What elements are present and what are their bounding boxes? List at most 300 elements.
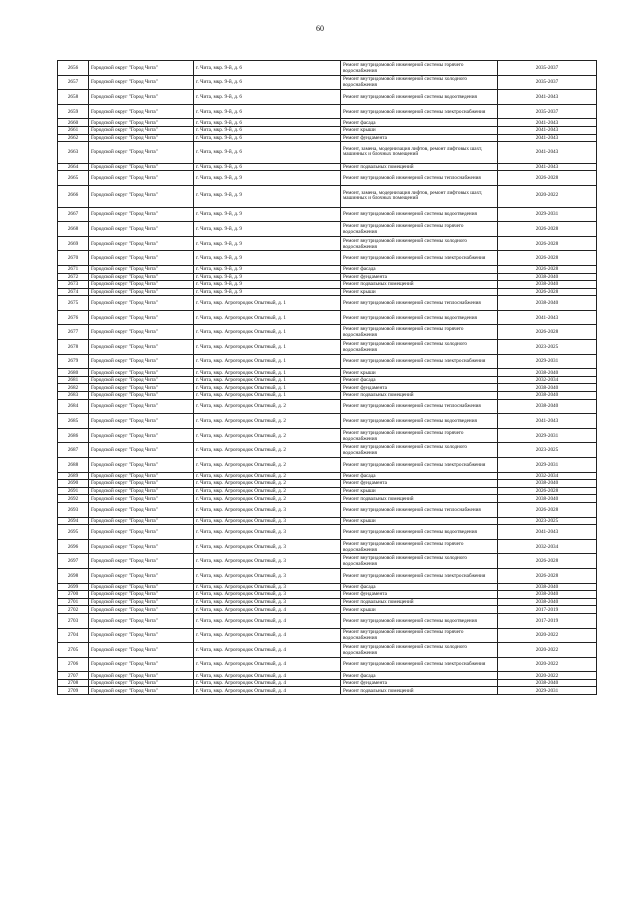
address-cell: г. Чита, мкр. Агрогородок Опытный, д. 3 [194,539,341,554]
period-cell: 2017-2019 [498,613,597,628]
work-type-cell: Ремонт фундамента [341,134,498,142]
row-number-cell: 2658 [58,90,89,105]
work-type-cell: Ремонт внутридомовой инженерной системы водоотведения [341,90,498,105]
table-row [58,472,597,480]
municipality-cell: Городской округ "Город Чита" [89,458,194,473]
address-cell: г. Чита, мкр. Агрогородок Опытный, д. 1 [194,384,341,392]
work-type-cell: Ремонт внутридомовой инженерной системы холодного водоснабжения [341,236,498,251]
work-type-cell: Ремонт фундамента [341,591,498,599]
row-number-cell: 2674 [58,288,89,296]
municipality-cell: Городской округ "Город Чита" [89,251,194,266]
table-row [58,591,597,599]
work-type-cell: Ремонт фасада [341,265,498,273]
municipality-cell: Городской округ "Город Чита" [89,502,194,517]
table-row [58,628,597,643]
municipality-cell: Городской округ "Город Чита" [89,104,194,119]
row-number-cell: 2673 [58,281,89,289]
municipality-cell: Городской округ "Город Чита" [89,583,194,591]
table-row [58,598,597,606]
table-row [58,554,597,569]
work-type-cell: Ремонт внутридомовой инженерной системы водоотведения [341,414,498,429]
row-number-cell: 2709 [58,687,89,695]
address-cell: г. Чита, мкр. Агрогородок Опытный, д. 2 [194,428,341,443]
work-type-cell: Ремонт фундамента [341,679,498,687]
address-cell: г. Чита, мкр. Агрогородок Опытный, д. 4 [194,606,341,614]
address-cell: г. Чита, мкр. Агрогородок Опытный, д. 2 [194,458,341,473]
municipality-cell: Городской округ "Город Чита" [89,628,194,643]
municipality-cell: Городской округ "Город Чита" [89,376,194,384]
municipality-cell: Городской округ "Город Чита" [89,171,194,186]
table-row [58,376,597,384]
row-number-cell: 2690 [58,480,89,488]
table-row [58,273,597,281]
register-table [57,60,597,695]
table-row [58,354,597,369]
table-row [58,392,597,400]
period-cell: 2026-2028 [498,288,597,296]
row-number-cell: 2697 [58,554,89,569]
period-cell: 2035-2037 [498,61,597,76]
row-number-cell: 2692 [58,495,89,503]
table-row [58,134,597,142]
municipality-cell: Городской округ "Город Чита" [89,281,194,289]
municipality-cell: Городской округ "Город Чита" [89,273,194,281]
address-cell: г. Чита, мкр. 9-й, д. 6 [194,104,341,119]
municipality-cell: Городской округ "Город Чита" [89,126,194,134]
table-row [58,61,597,76]
work-type-cell: Ремонт внутридомовой инженерной системы горячего водоснабжения [341,628,498,643]
work-type-cell: Ремонт внутридомовой инженерной системы электроснабжения [341,458,498,473]
address-cell: г. Чита, мкр. Агрогородок Опытный, д. 3 [194,517,341,525]
address-cell: г. Чита, мкр. 9-й, д. 9 [194,185,341,207]
work-type-cell: Ремонт фасада [341,583,498,591]
row-number-cell: 2659 [58,104,89,119]
address-cell: г. Чита, мкр. Агрогородок Опытный, д. 1 [194,325,341,340]
row-number-cell: 2668 [58,222,89,237]
row-number-cell: 2703 [58,613,89,628]
work-type-cell: Ремонт внутридомовой инженерной системы горячего водоснабжения [341,61,498,76]
address-cell: г. Чита, мкр. Агрогородок Опытный, д. 1 [194,340,341,355]
municipality-cell: Городской округ "Город Чита" [89,134,194,142]
row-number-cell: 2686 [58,428,89,443]
address-cell: г. Чита, мкр. 9-й, д. 9 [194,281,341,289]
table-row [58,325,597,340]
period-cell: 2017-2019 [498,606,597,614]
work-type-cell: Ремонт внутридомовой инженерной системы электроснабжения [341,354,498,369]
work-type-cell: Ремонт фасада [341,119,498,127]
address-cell: г. Чита, мкр. Агрогородок Опытный, д. 4 [194,613,341,628]
row-number-cell: 2705 [58,643,89,658]
period-cell: 2038-2040 [498,399,597,414]
work-type-cell: Ремонт внутридомовой инженерной системы электроснабжения [341,657,498,672]
period-cell: 2020-2022 [498,657,597,672]
municipality-cell: Городской округ "Город Чита" [89,340,194,355]
row-number-cell: 2702 [58,606,89,614]
municipality-cell: Городской округ "Город Чита" [89,480,194,488]
municipality-cell: Городской округ "Город Чита" [89,598,194,606]
table-row [58,495,597,503]
table-row [58,369,597,377]
municipality-cell: Городской округ "Город Чита" [89,517,194,525]
row-number-cell: 2679 [58,354,89,369]
row-number-cell: 2683 [58,392,89,400]
work-type-cell: Ремонт фундамента [341,273,498,281]
period-cell: 2026-2028 [498,236,597,251]
row-number-cell: 2704 [58,628,89,643]
period-cell: 2038-2040 [498,679,597,687]
municipality-cell: Городской округ "Город Чита" [89,185,194,207]
work-type-cell: Ремонт подвальных помещений [341,163,498,171]
municipality-cell: Городской округ "Город Чита" [89,222,194,237]
work-type-cell: Ремонт подвальных помещений [341,392,498,400]
row-number-cell: 2661 [58,126,89,134]
period-cell: 2026-2028 [498,265,597,273]
municipality-cell: Городской округ "Город Чита" [89,657,194,672]
table-row [58,236,597,251]
work-type-cell: Ремонт фасада [341,472,498,480]
row-number-cell: 2688 [58,458,89,473]
row-number-cell: 2675 [58,296,89,311]
work-type-cell: Ремонт внутридомовой инженерной системы водоотведения [341,525,498,540]
period-cell: 2041-2043 [498,414,597,429]
address-cell: г. Чита, мкр. Агрогородок Опытный, д. 2 [194,480,341,488]
row-number-cell: 2693 [58,502,89,517]
row-number-cell: 2707 [58,672,89,680]
table-row [58,687,597,695]
address-cell: г. Чита, мкр. Агрогородок Опытный, д. 1 [194,296,341,311]
work-type-cell: Ремонт, замена, модернизация лифтов, ремонт лифтовых шахт, машинных и блочных помещений [341,185,498,207]
municipality-cell: Городской округ "Город Чита" [89,687,194,695]
address-cell: г. Чита, мкр. 9-й, д. 9 [194,288,341,296]
row-number-cell: 2663 [58,142,89,164]
address-cell: г. Чита, мкр. Агрогородок Опытный, д. 1 [194,310,341,325]
period-cell: 2029-2031 [498,354,597,369]
municipality-cell: Городской округ "Город Чита" [89,265,194,273]
work-type-cell: Ремонт внутридомовой инженерной системы водоотведения [341,310,498,325]
period-cell: 2020-2022 [498,643,597,658]
address-cell: г. Чита, мкр. Агрогородок Опытный, д. 3 [194,502,341,517]
municipality-cell: Городской округ "Город Чита" [89,325,194,340]
municipality-cell: Городской округ "Город Чита" [89,443,194,458]
period-cell: 2038-2040 [498,495,597,503]
municipality-cell: Городской округ "Город Чита" [89,354,194,369]
municipality-cell: Городской округ "Город Чита" [89,399,194,414]
address-cell: г. Чита, мкр. Агрогородок Опытный, д. 3 [194,591,341,599]
table-row [58,487,597,495]
table-row [58,207,597,222]
period-cell: 2026-2028 [498,554,597,569]
municipality-cell: Городской округ "Город Чита" [89,61,194,76]
address-cell: г. Чита, мкр. 9-й, д. 9 [194,265,341,273]
municipality-cell: Городской округ "Город Чита" [89,472,194,480]
municipality-cell: Городской округ "Город Чита" [89,369,194,377]
work-type-cell: Ремонт внутридомовой инженерной системы электроснабжения [341,568,498,583]
municipality-cell: Городской округ "Город Чита" [89,613,194,628]
work-type-cell: Ремонт внутридомовой инженерной системы теплоснабжения [341,296,498,311]
row-number-cell: 2676 [58,310,89,325]
address-cell: г. Чита, мкр. 9-й, д. 9 [194,273,341,281]
municipality-cell: Городской округ "Город Чита" [89,90,194,105]
work-type-cell: Ремонт внутридомовой инженерной системы электроснабжения [341,251,498,266]
period-cell: 2026-2028 [498,251,597,266]
work-type-cell: Ремонт внутридомовой инженерной системы холодного водоснабжения [341,643,498,658]
row-number-cell: 2657 [58,75,89,90]
period-cell: 2029-2031 [498,687,597,695]
work-type-cell: Ремонт подвальных помещений [341,687,498,695]
municipality-cell: Городской округ "Город Чита" [89,606,194,614]
address-cell: г. Чита, мкр. 9-й, д. 6 [194,134,341,142]
table-row [58,583,597,591]
period-cell: 2035-2037 [498,104,597,119]
work-type-cell: Ремонт подвальных помещений [341,281,498,289]
address-cell: г. Чита, мкр. 9-й, д. 6 [194,75,341,90]
work-type-cell: Ремонт крыши [341,126,498,134]
row-number-cell: 2671 [58,265,89,273]
row-number-cell: 2687 [58,443,89,458]
row-number-cell: 2681 [58,376,89,384]
address-cell: г. Чита, мкр. Агрогородок Опытный, д. 2 [194,414,341,429]
municipality-cell: Городской округ "Город Чита" [89,236,194,251]
table-row [58,340,597,355]
work-type-cell: Ремонт подвальных помещений [341,495,498,503]
row-number-cell: 2666 [58,185,89,207]
period-cell: 2026-2028 [498,568,597,583]
work-type-cell: Ремонт фасада [341,376,498,384]
municipality-cell: Городской округ "Город Чита" [89,75,194,90]
period-cell: 2032-2034 [498,376,597,384]
municipality-cell: Городской округ "Город Чита" [89,679,194,687]
municipality-cell: Городской округ "Город Чита" [89,414,194,429]
period-cell: 2038-2040 [498,591,597,599]
work-type-cell: Ремонт крыши [341,606,498,614]
work-type-cell: Ремонт крыши [341,369,498,377]
period-cell: 2041-2043 [498,163,597,171]
municipality-cell: Городской округ "Город Чита" [89,142,194,164]
table-row [58,613,597,628]
row-number-cell: 2695 [58,525,89,540]
table-row [58,90,597,105]
period-cell: 2020-2022 [498,672,597,680]
period-cell: 2029-2031 [498,428,597,443]
municipality-cell: Городской округ "Город Чита" [89,428,194,443]
address-cell: г. Чита, мкр. Агрогородок Опытный, д. 1 [194,376,341,384]
work-type-cell: Ремонт внутридомовой инженерной системы водоотведения [341,613,498,628]
address-cell: г. Чита, мкр. Агрогородок Опытный, д. 4 [194,672,341,680]
table-row [58,265,597,273]
address-cell: г. Чита, мкр. Агрогородок Опытный, д. 3 [194,554,341,569]
table-row [58,480,597,488]
period-cell: 2026-2028 [498,325,597,340]
row-number-cell: 2667 [58,207,89,222]
row-number-cell: 2680 [58,369,89,377]
work-type-cell: Ремонт крыши [341,517,498,525]
table-row [58,171,597,186]
address-cell: г. Чита, мкр. 9-й, д. 6 [194,90,341,105]
table-row [58,606,597,614]
work-type-cell: Ремонт внутридомовой инженерной системы теплоснабжения [341,502,498,517]
row-number-cell: 2701 [58,598,89,606]
address-cell: г. Чита, мкр. Агрогородок Опытный, д. 1 [194,392,341,400]
municipality-cell: Городской округ "Город Чита" [89,568,194,583]
municipality-cell: Городской округ "Город Чита" [89,525,194,540]
period-cell: 2038-2040 [498,480,597,488]
work-type-cell: Ремонт фундамента [341,480,498,488]
table-row [58,428,597,443]
row-number-cell: 2669 [58,236,89,251]
work-type-cell: Ремонт внутридомовой инженерной системы горячего водоснабжения [341,325,498,340]
row-number-cell: 2684 [58,399,89,414]
work-type-cell: Ремонт внутридомовой инженерной системы теплоснабжения [341,171,498,186]
period-cell: 2023-2025 [498,517,597,525]
work-type-cell: Ремонт крыши [341,487,498,495]
table-row [58,502,597,517]
work-type-cell: Ремонт внутридомовой инженерной системы горячего водоснабжения [341,539,498,554]
table-row [58,222,597,237]
address-cell: г. Чита, мкр. 9-й, д. 9 [194,171,341,186]
period-cell: 2026-2028 [498,171,597,186]
period-cell: 2038-2040 [498,384,597,392]
period-cell: 2038-2040 [498,369,597,377]
address-cell: г. Чита, мкр. 9-й, д. 9 [194,207,341,222]
row-number-cell: 2694 [58,517,89,525]
period-cell: 2038-2040 [498,273,597,281]
work-type-cell: Ремонт внутридомовой инженерной системы водоотведения [341,207,498,222]
address-cell: г. Чита, мкр. Агрогородок Опытный, д. 3 [194,525,341,540]
address-cell: г. Чита, мкр. Агрогородок Опытный, д. 2 [194,443,341,458]
row-number-cell: 2708 [58,679,89,687]
table-row [58,657,597,672]
work-type-cell: Ремонт внутридомовой инженерной системы холодного водоснабжения [341,443,498,458]
municipality-cell: Городской округ "Город Чита" [89,207,194,222]
address-cell: г. Чита, мкр. Агрогородок Опытный, д. 3 [194,568,341,583]
period-cell: 2029-2031 [498,458,597,473]
period-cell: 2026-2028 [498,487,597,495]
work-type-cell: Ремонт, замена, модернизация лифтов, ремонт лифтовых шахт, машинных и блочных помещений [341,142,498,164]
table-row [58,525,597,540]
municipality-cell: Городской округ "Город Чита" [89,310,194,325]
table-row [58,310,597,325]
municipality-cell: Городской округ "Город Чита" [89,643,194,658]
row-number-cell: 2678 [58,340,89,355]
period-cell: 2026-2028 [498,502,597,517]
address-cell: г. Чита, мкр. 9-й, д. 6 [194,119,341,127]
table-row [58,399,597,414]
address-cell: г. Чита, мкр. 9-й, д. 9 [194,251,341,266]
municipality-cell: Городской округ "Город Чита" [89,288,194,296]
address-cell: г. Чита, мкр. 9-й, д. 9 [194,236,341,251]
address-cell: г. Чита, мкр. 9-й, д. 6 [194,142,341,164]
address-cell: г. Чита, мкр. Агрогородок Опытный, д. 4 [194,679,341,687]
address-cell: г. Чита, мкр. Агрогородок Опытный, д. 2 [194,495,341,503]
row-number-cell: 2682 [58,384,89,392]
period-cell: 2041-2043 [498,310,597,325]
row-number-cell: 2700 [58,591,89,599]
row-number-cell: 2660 [58,119,89,127]
row-number-cell: 2662 [58,134,89,142]
address-cell: г. Чита, мкр. Агрогородок Опытный, д. 4 [194,643,341,658]
work-type-cell: Ремонт фундамента [341,384,498,392]
period-cell: 2032-2034 [498,539,597,554]
address-cell: г. Чита, мкр. 9-й, д. 9 [194,222,341,237]
period-cell: 2038-2040 [498,296,597,311]
address-cell: г. Чита, мкр. 9-й, д. 6 [194,61,341,76]
address-cell: г. Чита, мкр. Агрогородок Опытный, д. 2 [194,472,341,480]
work-type-cell: Ремонт внутридомовой инженерной системы электроснабжения [341,104,498,119]
row-number-cell: 2670 [58,251,89,266]
municipality-cell: Городской округ "Город Чита" [89,392,194,400]
row-number-cell: 2691 [58,487,89,495]
period-cell: 2038-2040 [498,281,597,289]
municipality-cell: Городской округ "Город Чита" [89,672,194,680]
address-cell: г. Чита, мкр. Агрогородок Опытный, д. 3 [194,583,341,591]
page-number: 60 [316,24,324,33]
period-cell: 2041-2043 [498,119,597,127]
row-number-cell: 2696 [58,539,89,554]
work-type-cell: Ремонт внутридомовой инженерной системы теплоснабжения [341,399,498,414]
address-cell: г. Чита, мкр. Агрогородок Опытный, д. 2 [194,487,341,495]
municipality-cell: Городской округ "Город Чита" [89,591,194,599]
period-cell: 2035-2037 [498,75,597,90]
table-row [58,126,597,134]
period-cell: 2038-2040 [498,392,597,400]
table-row [58,414,597,429]
municipality-cell: Городской округ "Город Чита" [89,495,194,503]
address-cell: г. Чита, мкр. Агрогородок Опытный, д. 1 [194,354,341,369]
table-row [58,672,597,680]
municipality-cell: Городской округ "Город Чита" [89,539,194,554]
period-cell: 2038-2040 [498,598,597,606]
row-number-cell: 2665 [58,171,89,186]
municipality-cell: Городской округ "Город Чита" [89,487,194,495]
row-number-cell: 2685 [58,414,89,429]
row-number-cell: 2672 [58,273,89,281]
period-cell: 2020-2022 [498,185,597,207]
row-number-cell: 2699 [58,583,89,591]
row-number-cell: 2656 [58,61,89,76]
period-cell: 2041-2043 [498,142,597,164]
work-type-cell: Ремонт внутридомовой инженерной системы холодного водоснабжения [341,554,498,569]
address-cell: г. Чита, мкр. Агрогородок Опытный, д. 4 [194,687,341,695]
period-cell: 2032-2034 [498,472,597,480]
municipality-cell: Городской округ "Город Чита" [89,296,194,311]
row-number-cell: 2698 [58,568,89,583]
row-number-cell: 2689 [58,472,89,480]
table-row [58,443,597,458]
table-row [58,104,597,119]
table-row [58,517,597,525]
period-cell: 2023-2025 [498,340,597,355]
table-row [58,163,597,171]
municipality-cell: Городской округ "Город Чита" [89,119,194,127]
period-cell: 2020-2022 [498,628,597,643]
address-cell: г. Чита, мкр. Агрогородок Опытный, д. 3 [194,598,341,606]
row-number-cell: 2664 [58,163,89,171]
work-type-cell: Ремонт подвальных помещений [341,598,498,606]
municipality-cell: Городской округ "Город Чита" [89,163,194,171]
address-cell: г. Чита, мкр. Агрогородок Опытный, д. 4 [194,657,341,672]
table-row [58,568,597,583]
address-cell: г. Чита, мкр. Агрогородок Опытный, д. 2 [194,399,341,414]
table-row [58,643,597,658]
register-table-body [58,61,597,695]
table-row [58,142,597,164]
table-row [58,288,597,296]
table-row [58,679,597,687]
period-cell: 2041-2043 [498,126,597,134]
work-type-cell: Ремонт внутридомовой инженерной системы холодного водоснабжения [341,340,498,355]
work-type-cell: Ремонт крыши [341,288,498,296]
table-row [58,458,597,473]
